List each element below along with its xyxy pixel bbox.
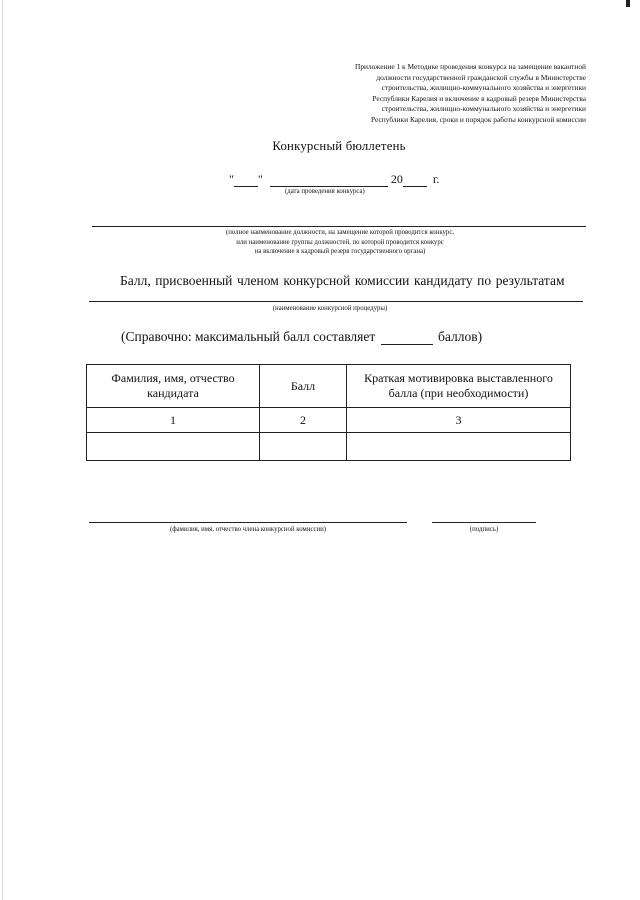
column-header-candidate: Фамилия, имя, отчество кандидата xyxy=(87,365,260,408)
procedure-caption: (наименование конкурсной процедуры) xyxy=(272,305,388,312)
position-caption-line: на включение в кадровый резерв государственного органа) xyxy=(254,248,426,255)
position-name-line xyxy=(92,226,586,227)
date-open-quote: " xyxy=(229,172,234,186)
member-name-line xyxy=(89,522,407,523)
appendix-header xyxy=(306,62,586,126)
appendix-header-line: Приложение 1 к Методике проведения конкурса на замещение вакантной xyxy=(355,62,586,71)
column-header-motivation: Краткая мотивировка выставленного балла (при необходимости) xyxy=(347,365,571,408)
date-line xyxy=(229,172,439,187)
table-number-row xyxy=(87,408,571,433)
procedure-name-line xyxy=(89,301,583,302)
date-close-quote: " xyxy=(257,172,263,186)
appendix-header-line: строительства, жилищно-коммунального хозяйства и энергетики xyxy=(381,104,586,114)
signature-caption: (подпись) xyxy=(469,526,499,533)
table-header-row xyxy=(87,365,571,408)
reference-note xyxy=(121,329,482,345)
table-row xyxy=(87,433,571,461)
document-title: Конкурсный бюллетень xyxy=(272,139,406,153)
day-blank xyxy=(234,176,258,187)
year-blank xyxy=(403,176,427,187)
year-prefix: 20 xyxy=(390,172,403,186)
position-caption xyxy=(150,228,530,257)
month-blank xyxy=(270,176,388,187)
position-caption-line: или наименование группы должностей, по которой проводится конкурс xyxy=(236,238,444,246)
reference-after: баллов) xyxy=(438,329,483,344)
signature-line xyxy=(432,522,536,523)
appendix-header-line: строительства, жилищно-коммунального хозяйства и энергетики xyxy=(381,83,586,93)
column-number: 1 xyxy=(87,408,260,433)
appendix-header-line: должности государственной гражданской службы в Министерстве xyxy=(376,72,586,82)
column-number: 2 xyxy=(260,408,347,433)
score-cell[interactable] xyxy=(260,433,347,461)
appendix-header-line: Республики Карелия, сроки и порядок работы конкурсной комиссии xyxy=(371,114,586,124)
scan-edge xyxy=(2,0,3,900)
column-header-score: Балл xyxy=(260,365,347,408)
reference-before: (Справочно: максимальный балл составляет xyxy=(121,329,376,344)
scan-corner-mark xyxy=(626,0,630,7)
year-suffix: г. xyxy=(432,172,440,186)
appendix-header-line: Республики Карелия и включение в кадровый резерв Министерства xyxy=(372,93,586,103)
member-name-caption: (фамилия, имя, отчество члена конкурсной комиссии) xyxy=(169,526,327,533)
max-score-blank xyxy=(381,332,433,345)
candidate-name-cell[interactable] xyxy=(87,433,260,461)
score-table xyxy=(86,364,571,461)
column-number: 3 xyxy=(347,408,571,433)
date-caption: (дата проведения конкурса) xyxy=(285,188,365,195)
position-caption-line: (полное наименование должности, на замещение которой проводится конкурс, xyxy=(225,229,455,236)
motivation-cell[interactable] xyxy=(347,433,571,461)
score-statement: Балл, присвоенный членом конкурсной комиссии кандидату по результатам xyxy=(120,273,565,288)
